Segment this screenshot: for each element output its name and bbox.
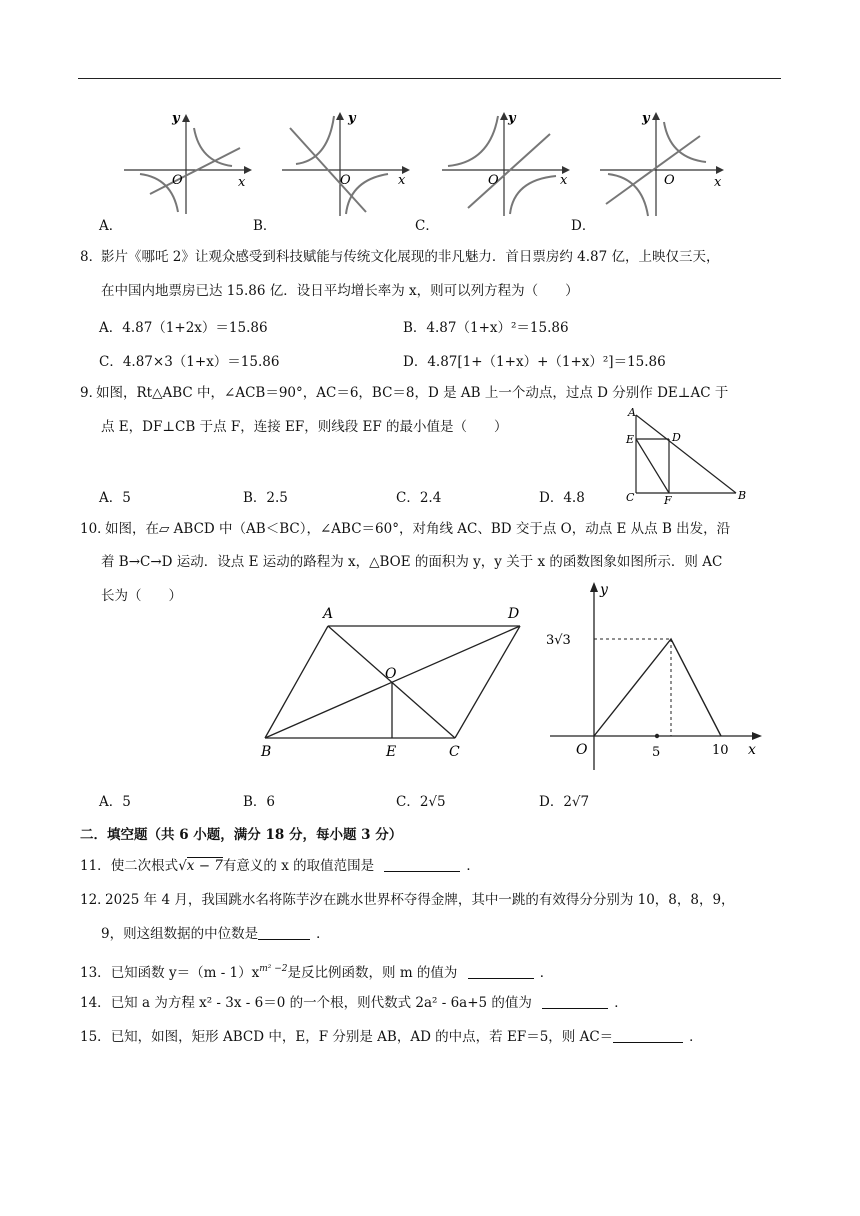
q10-line3: 长为（ ） — [101, 588, 182, 604]
q8-number: 8． — [80, 249, 103, 265]
q9-option-c: C．2.4 — [396, 490, 442, 506]
q7c-x: x — [560, 173, 568, 188]
q14 — [80, 994, 628, 1012]
q10-graph-5: 5 — [652, 745, 661, 760]
q7d-o: O — [664, 173, 675, 188]
q11-blank[interactable] — [384, 857, 460, 872]
q7a-o: O — [172, 173, 183, 188]
q7-option-c: C． — [415, 218, 439, 234]
q7-option-a: A． — [99, 218, 123, 234]
q7b-o: O — [340, 173, 351, 188]
q10-function-graph — [540, 578, 770, 774]
q13-number: 13． — [80, 965, 111, 981]
q8-option-c: C．4.87×3（1+x）＝15.86 — [99, 354, 280, 370]
q13 — [80, 960, 553, 982]
q13-blank[interactable] — [468, 964, 534, 979]
q11-end: ． — [466, 858, 480, 874]
q11-post: 有意义的 x 的取值范围是 — [222, 858, 375, 874]
q10-label-b: B — [261, 744, 272, 760]
q7-option-d: D． — [571, 218, 596, 234]
q10-option-d: D．2√7 — [539, 794, 590, 810]
q7c-o: O — [488, 173, 499, 188]
q10-line2: 着 B→C→D 运动．设点 E 运动的路程为 x，△BOE 的面积为 y，y 关于 x 的函数图象如图所示．则 AC — [101, 554, 723, 570]
q8-line2: 在中国内地票房已达 15.86 亿．设日平均增长率为 x，则可以列方程为（ ） — [101, 283, 579, 299]
q9-label-e: E — [626, 433, 635, 446]
q14-number: 14． — [80, 995, 111, 1011]
q12-blank[interactable] — [258, 925, 310, 940]
section-2-title: 二．填空题（共 6 小题，满分 18 分，每小题 3 分） — [80, 827, 403, 843]
q10-graph-o: O — [576, 742, 588, 758]
q7d-y: y — [642, 111, 650, 126]
q15-end: ． — [689, 1029, 703, 1045]
q15 — [80, 1028, 703, 1046]
q9-triangle-figure — [622, 405, 754, 505]
q9-number: 9． — [80, 385, 103, 401]
q10-line1: 如图，在▱ ABCD 中（AB＜BC），∠ABC＝60°，对角线 AC、BD 交于点 O，动点 E 从点 B 出发，沿 — [105, 521, 731, 537]
header-rule — [78, 78, 781, 79]
q9-option-b: B．2.5 — [243, 490, 288, 506]
q11-pre: 使二次根式 — [110, 858, 179, 874]
q11-number: 11． — [80, 858, 111, 874]
q7-graph-b — [278, 108, 418, 220]
q7-graph-a — [120, 110, 260, 218]
q7b-x: x — [398, 173, 406, 188]
q12-end: ． — [316, 926, 330, 942]
q12-number: 12． — [80, 892, 111, 908]
q9-label-d: D — [672, 431, 681, 444]
q7a-x: x — [238, 175, 246, 190]
q12-line2-row — [101, 925, 330, 943]
q10-label-d: D — [508, 606, 520, 622]
q9-line2: 点 E，DF⊥CB 于点 F，连接 EF，则线段 EF 的最小值是（ ） — [101, 419, 508, 435]
q7-option-b: B． — [253, 218, 277, 234]
q11-radicand: x − 7 — [186, 858, 223, 874]
q10-number: 10． — [80, 521, 111, 537]
q8-line1: 影片《哪吒 2》让观众感受到科技赋能与传统文化展现的非凡魅力．首日票房约 4.87 亿，上映仅三天， — [101, 249, 720, 265]
q10-label-e: E — [386, 744, 397, 760]
q15-number: 15． — [80, 1029, 111, 1045]
q9-label-c: C — [626, 491, 635, 504]
q10-option-c: C．2√5 — [396, 794, 446, 810]
q9-line1: 如图，Rt△ABC 中，∠ACB＝90°，AC＝6，BC＝8，D 是 AB 上一个动点，过点 D 分别作 DE⊥AC 于 — [96, 385, 729, 401]
q10-graph-x: x — [748, 742, 756, 758]
q7c-y: y — [508, 111, 516, 126]
q7a-y: y — [172, 111, 180, 126]
q10-label-a: A — [323, 606, 334, 622]
q7b-y: y — [348, 111, 356, 126]
q9-option-a: A．5 — [99, 490, 131, 506]
q9-label-f: F — [664, 494, 672, 505]
q10-option-b: B．6 — [243, 794, 276, 810]
q11-sqrt-icon: √ — [178, 858, 187, 874]
q8-option-d: D．4.87[1+（1+x）+（1+x）²]＝15.86 — [403, 354, 666, 370]
q8-option-b: B．4.87（1+x）²＝15.86 — [403, 320, 569, 336]
q14-text: 已知 a 为方程 x² - 3x - 6＝0 的一个根，则代数式 2a² - 6a+5 的值为 — [110, 995, 532, 1011]
q14-blank[interactable] — [542, 994, 608, 1009]
q11 — [80, 857, 480, 875]
q10-graph-peak: 3√3 — [546, 633, 571, 648]
q13-exponent: m² −2 — [259, 964, 288, 974]
q10-label-c: C — [449, 744, 460, 760]
q7-graph-d — [596, 108, 736, 220]
q14-end: ． — [614, 995, 628, 1011]
q15-text: 已知，如图，矩形 ABCD 中，E，F 分别是 AB，AD 的中点，若 EF＝5，则 AC＝ — [110, 1029, 614, 1045]
q9-option-d: D．4.8 — [539, 490, 585, 506]
q9-label-a: A — [628, 406, 636, 419]
q10-parallelogram-figure — [255, 600, 535, 760]
q7d-x: x — [714, 175, 722, 190]
q10-graph-10: 10 — [712, 743, 729, 758]
q8-option-a: A．4.87（1+2x）＝15.86 — [99, 320, 268, 336]
q10-label-o: O — [385, 666, 397, 682]
q10-graph-y: y — [600, 582, 608, 598]
q13-end: ． — [539, 965, 554, 981]
q10-option-a: A．5 — [99, 794, 131, 810]
q15-blank[interactable] — [613, 1028, 683, 1043]
q13-pre: 已知函数 y＝（m - 1）x — [110, 965, 260, 981]
q13-post: 是反比例函数，则 m 的值为 — [287, 965, 458, 981]
q12-line2: 9，则这组数据的中位数是 — [101, 926, 259, 942]
q7-graph-c — [438, 108, 578, 220]
q9-label-b: B — [738, 489, 747, 502]
q12-line1: 2025 年 4 月，我国跳水名将陈芋汐在跳水世界杯夺得金牌，其中一跳的有效得分分别为 10，8，8，9， — [105, 892, 735, 908]
